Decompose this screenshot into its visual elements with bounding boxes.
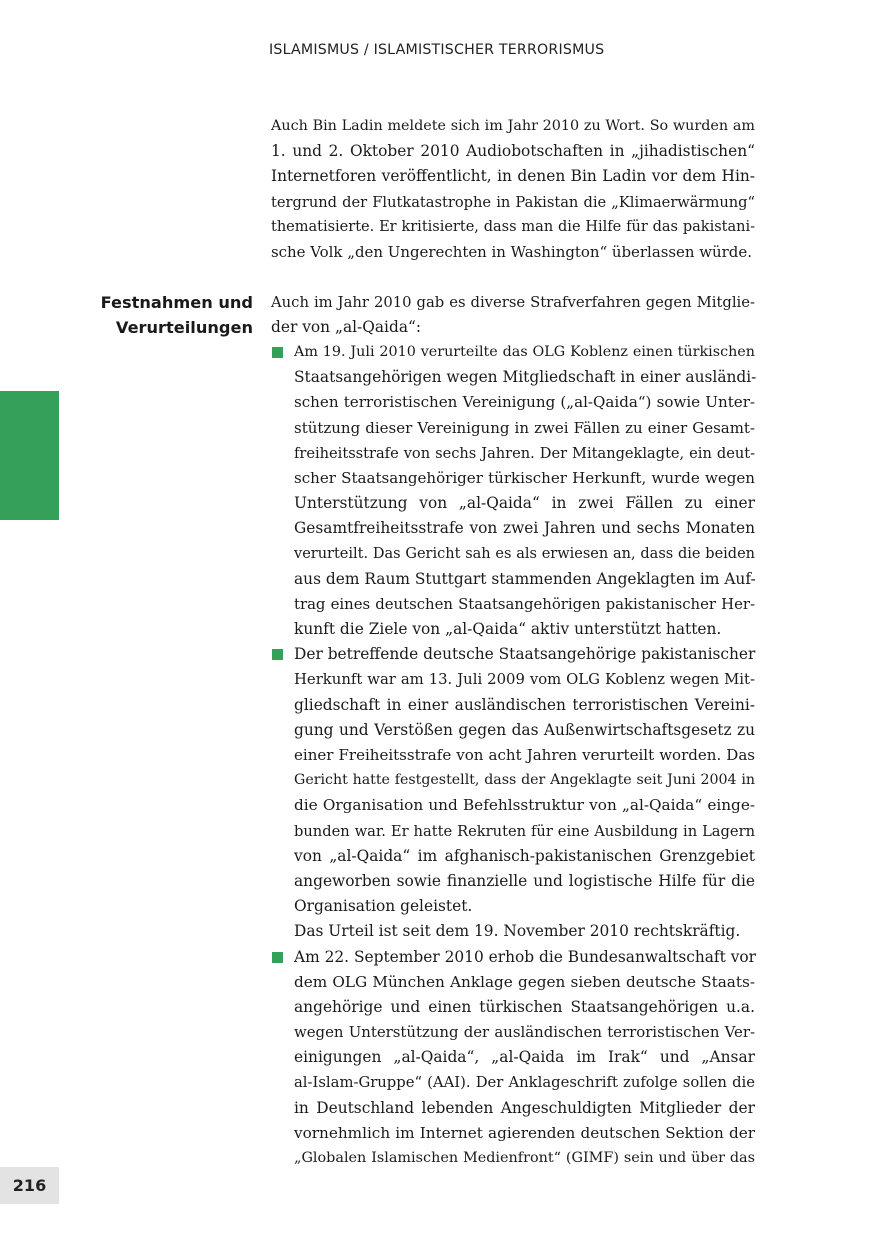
text-line: schen terroristischen Vereinigung („al-Qaida“) sowie Unter- bbox=[294, 393, 755, 412]
side-heading-line: Festnahmen und bbox=[100, 293, 253, 312]
text-line: trag eines deutschen Staatsangehörigen pakistanischer Her- bbox=[294, 594, 755, 613]
side-heading-line: Verurteilungen bbox=[115, 318, 253, 338]
text-line: wegen Unterstützung der ausländischen terroristischen Ver- bbox=[294, 1023, 755, 1042]
text-line: Herkunft war am 13. Juli 2009 vom OLG Koblenz wegen Mit- bbox=[294, 671, 755, 689]
text-line: angehörige und einen türkischen Staatsangehörigen u.a. bbox=[294, 997, 755, 1016]
text-line: 1. und 2. Oktober 2010 Audiobotschaften in „jihadistischen“ bbox=[271, 142, 755, 161]
intro-paragraph bbox=[271, 114, 755, 265]
bullet-list bbox=[271, 340, 755, 1171]
text-line: Organisation geleistet. bbox=[294, 897, 473, 916]
list-item bbox=[271, 642, 755, 944]
text-line: Am 22. September 2010 erhob die Bundesanwaltschaft vor bbox=[294, 947, 757, 966]
text-line: Der betreffende deutsche Staatsangehörige pakistanischer bbox=[294, 645, 756, 664]
text-line: gliedschaft in einer ausländischen terroristischen Vereini- bbox=[294, 695, 755, 714]
text-line: gung und Verstößen gegen das Außenwirtschaftsgesetz zu bbox=[294, 720, 755, 739]
square-bullet-icon bbox=[272, 952, 283, 963]
text-line: al-Islam-Gruppe“ (AAI). Der Anklageschrift zufolge sollen die bbox=[294, 1074, 755, 1092]
text-line: Gesamtfreiheitsstrafe von zwei Jahren und sechs Monaten bbox=[294, 519, 755, 538]
section-side-heading bbox=[60, 290, 253, 340]
page-number: 216 bbox=[0, 1167, 59, 1204]
text-line: vornehmlich im Internet agierenden deutschen Sektion der bbox=[294, 1123, 755, 1142]
text-line: verurteilt. Das Gericht sah es als erwiesen an, dass die beiden bbox=[294, 545, 755, 562]
text-line: einer Freiheitsstrafe von acht Jahren verurteilt worden. Das bbox=[294, 746, 755, 764]
text-line: tergrund der Flutkatastrophe in Pakistan die „Klimaerwärmung“ bbox=[271, 193, 755, 211]
text-line: von „al-Qaida“ im afghanisch-pakistanischen Grenzgebiet bbox=[294, 846, 755, 865]
text-line: „Globalen Islamischen Medienfront“ (GIMF) sein und über das bbox=[294, 1150, 755, 1166]
text-line: freiheitsstrafe von sechs Jahren. Der Mitangeklagte, ein deut- bbox=[294, 444, 755, 462]
list-item bbox=[271, 945, 755, 1172]
square-bullet-icon bbox=[272, 649, 283, 660]
text-line: dem OLG München Anklage gegen sieben deutsche Staats- bbox=[294, 972, 755, 991]
text-line: die Organisation und Befehlsstruktur von „al-Qaida“ einge- bbox=[294, 796, 755, 815]
text-line: thematisierte. Er kritisierte, dass man die Hilfe für das pakistani- bbox=[271, 218, 755, 235]
text-line: bunden war. Er hatte Rekruten für eine Ausbildung in Lagern bbox=[294, 822, 755, 840]
text-line: der von „al-Qaida“: bbox=[271, 318, 422, 337]
text-line: Das Urteil ist seit dem 19. November 2010 rechtskräftig. bbox=[294, 922, 741, 941]
text-line: Unterstützung von „al-Qaida“ in zwei Fällen zu einer bbox=[294, 494, 755, 513]
text-line: Staatsangehörigen wegen Mitgliedschaft in einer ausländi- bbox=[294, 368, 757, 387]
text-line: einigungen „al-Qaida“, „al-Qaida im Irak“ und „Ansar bbox=[294, 1048, 755, 1067]
text-line: Auch im Jahr 2010 gab es diverse Strafverfahren gegen Mitglie- bbox=[271, 294, 755, 311]
text-line: stützung dieser Vereinigung in zwei Fällen zu einer Gesamt- bbox=[294, 418, 755, 437]
text-line: aus dem Raum Stuttgart stammenden Angeklagten im Auf- bbox=[294, 569, 756, 588]
square-bullet-icon bbox=[272, 347, 283, 358]
text-line: Auch Bin Ladin meldete sich im Jahr 2010 zu Wort. So wurden am bbox=[271, 118, 755, 134]
text-line: angeworben sowie finanzielle und logistische Hilfe für die bbox=[294, 871, 755, 890]
text-line: sche Volk „den Ungerechten in Washington“ überlassen würde. bbox=[271, 242, 752, 261]
section-lead-paragraph bbox=[271, 290, 755, 340]
chapter-tab-marker bbox=[0, 391, 59, 520]
text-line: in Deutschland lebenden Angeschuldigten Mitglieder der bbox=[294, 1098, 755, 1117]
text-line: kunft die Ziele von „al-Qaida“ aktiv unterstützt hatten. bbox=[294, 620, 722, 639]
text-line: Gericht hatte festgestellt, dass der Angeklagte seit Juni 2004 in bbox=[294, 772, 755, 789]
list-item bbox=[271, 340, 755, 642]
text-line: scher Staatsangehöriger türkischer Herkunft, wurde wegen bbox=[294, 468, 755, 487]
text-line: Am 19. Juli 2010 verurteilte das OLG Koblenz einen türkischen bbox=[294, 344, 755, 360]
running-head-title: ISLAMISMUS / ISLAMISTISCHER TERRORISMUS bbox=[269, 42, 605, 58]
text-line: Internetforen veröffentlicht, in denen Bin Ladin vor dem Hin- bbox=[271, 167, 755, 186]
